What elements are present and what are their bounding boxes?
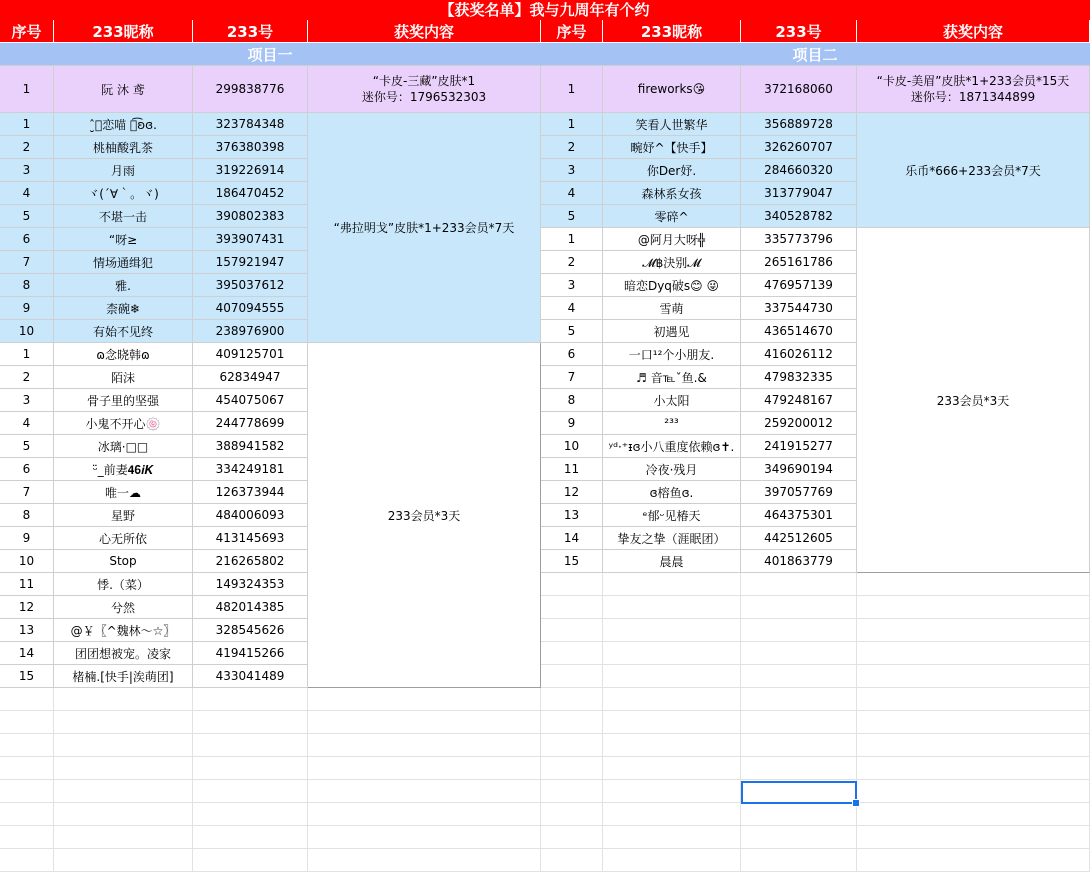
empty-cell[interactable]	[741, 688, 857, 711]
id-cell[interactable]: 216265802	[193, 550, 308, 573]
id-cell[interactable]: 401863779	[741, 550, 857, 573]
column-header[interactable]: 获奖内容	[308, 20, 541, 43]
nickname-cell[interactable]: 雪萌	[603, 297, 741, 320]
id-cell[interactable]: 372168060	[741, 66, 857, 113]
empty-cell[interactable]	[603, 619, 741, 642]
nickname-cell[interactable]: 初遇见	[603, 320, 741, 343]
empty-cell[interactable]	[193, 780, 308, 803]
row-number[interactable]: 1	[541, 113, 603, 136]
id-cell[interactable]: 442512605	[741, 527, 857, 550]
nickname-cell[interactable]: ²³³	[603, 412, 741, 435]
empty-cell[interactable]	[857, 757, 1090, 780]
id-cell[interactable]: 319226914	[193, 159, 308, 182]
id-cell[interactable]: 433041489	[193, 665, 308, 688]
nickname-cell[interactable]: fireworks😘	[603, 66, 741, 113]
nickname-cell[interactable]: ɷ念晓韩ɷ	[54, 343, 193, 366]
row-number[interactable]: 9	[0, 297, 54, 320]
row-number[interactable]: 4	[0, 182, 54, 205]
row-number[interactable]: 9	[0, 527, 54, 550]
empty-cell[interactable]	[741, 803, 857, 826]
nickname-cell[interactable]: 兮然	[54, 596, 193, 619]
selected-cell[interactable]	[741, 781, 857, 804]
empty-cell[interactable]	[857, 619, 1090, 642]
empty-cell[interactable]	[54, 780, 193, 803]
id-cell[interactable]: 413145693	[193, 527, 308, 550]
row-number[interactable]: 3	[541, 159, 603, 182]
id-cell[interactable]: 356889728	[741, 113, 857, 136]
row-number[interactable]: 7	[0, 251, 54, 274]
empty-cell[interactable]	[0, 803, 54, 826]
empty-cell[interactable]	[0, 688, 54, 711]
row-number[interactable]: 1	[0, 66, 54, 113]
nickname-cell[interactable]: ɞ榕鱼ɞ.	[603, 481, 741, 504]
empty-cell[interactable]	[541, 688, 603, 711]
column-header[interactable]: 获奖内容	[857, 20, 1090, 43]
prize-line: “卡皮-三藏”皮肤*1	[372, 74, 476, 88]
empty-cell[interactable]	[541, 780, 603, 803]
id-cell[interactable]: 476957139	[741, 274, 857, 297]
empty-cell[interactable]	[741, 826, 857, 849]
empty-cell[interactable]	[541, 573, 603, 596]
empty-cell[interactable]	[603, 573, 741, 596]
id-cell[interactable]: 479248167	[741, 389, 857, 412]
row-number[interactable]: 8	[541, 389, 603, 412]
empty-cell[interactable]	[741, 665, 857, 688]
empty-cell[interactable]	[308, 688, 541, 711]
id-cell[interactable]: 454075067	[193, 389, 308, 412]
row-number[interactable]: 10	[0, 320, 54, 343]
nickname-cell[interactable]: 骨子里的坚强	[54, 389, 193, 412]
empty-cell[interactable]	[541, 757, 603, 780]
empty-cell[interactable]	[603, 757, 741, 780]
empty-cell[interactable]	[193, 826, 308, 849]
empty-cell[interactable]	[603, 803, 741, 826]
nickname-cell[interactable]: @￥〖^魏林～☆〗	[54, 619, 193, 642]
row-number[interactable]: 13	[541, 504, 603, 527]
nickname-cell[interactable]: Stop	[54, 550, 193, 573]
id-cell[interactable]: 395037612	[193, 274, 308, 297]
row-number[interactable]: 1	[0, 343, 54, 366]
row-number[interactable]: 2	[0, 366, 54, 389]
row-number[interactable]: 11	[541, 458, 603, 481]
id-cell[interactable]: 376380398	[193, 136, 308, 159]
empty-cell[interactable]	[603, 711, 741, 734]
nickname-cell[interactable]: 楮楠.[快手|涘萌团]	[54, 665, 193, 688]
nickname-cell[interactable]: 零碎^	[603, 205, 741, 228]
row-number[interactable]: 15	[541, 550, 603, 573]
empty-cell[interactable]	[603, 849, 741, 872]
empty-cell[interactable]	[857, 596, 1090, 619]
empty-cell[interactable]	[857, 803, 1090, 826]
column-header[interactable]: 序号	[541, 20, 603, 43]
nickname-cell[interactable]: 暗恋Dyq破s😊 😜	[603, 274, 741, 297]
id-cell[interactable]: 340528782	[741, 205, 857, 228]
empty-cell[interactable]	[857, 688, 1090, 711]
row-number[interactable]: 6	[0, 228, 54, 251]
nickname-cell[interactable]: 笑看人世繁华	[603, 113, 741, 136]
prize-cell[interactable]: “弗拉明戈”皮肤*1+233会员*7天	[308, 113, 541, 343]
sheet-title[interactable]: 【获奖名单】我与九周年有个约	[0, 0, 1090, 20]
empty-cell[interactable]	[741, 734, 857, 757]
project-title-right[interactable]: 项目二	[541, 43, 1090, 66]
nickname-cell[interactable]: 阮 沐 鸢	[54, 66, 193, 113]
empty-cell[interactable]	[741, 596, 857, 619]
row-number[interactable]: 7	[0, 481, 54, 504]
row-number[interactable]: 6	[541, 343, 603, 366]
empty-cell[interactable]	[857, 780, 1090, 803]
row-number[interactable]: 4	[541, 182, 603, 205]
empty-cell[interactable]	[193, 734, 308, 757]
nickname-cell[interactable]: ˆ̮ꦿ恋喵 ꦿ͡ʚɞ.	[54, 113, 193, 136]
nickname-cell[interactable]: 小太阳	[603, 389, 741, 412]
row-number[interactable]: 9	[541, 412, 603, 435]
empty-cell[interactable]	[308, 711, 541, 734]
empty-cell[interactable]	[541, 734, 603, 757]
empty-cell[interactable]	[741, 573, 857, 596]
empty-cell[interactable]	[541, 665, 603, 688]
id-cell[interactable]: 323784348	[193, 113, 308, 136]
row-number[interactable]: 5	[0, 205, 54, 228]
nickname-cell[interactable]: ヾ(´∀｀。ヾ)	[54, 182, 193, 205]
nickname-cell[interactable]: 不堪一击	[54, 205, 193, 228]
id-cell[interactable]: 464375301	[741, 504, 857, 527]
empty-cell[interactable]	[603, 642, 741, 665]
nickname-cell[interactable]: 你Der妤.	[603, 159, 741, 182]
id-cell[interactable]: 407094555	[193, 297, 308, 320]
empty-cell[interactable]	[603, 734, 741, 757]
nickname-cell[interactable]: 挚友之挚（涯眠团）	[603, 527, 741, 550]
nickname-cell[interactable]: 心无所依	[54, 527, 193, 550]
column-header[interactable]: 233昵称	[54, 20, 193, 43]
empty-cell[interactable]	[857, 665, 1090, 688]
id-cell[interactable]: 388941582	[193, 435, 308, 458]
nickname-cell[interactable]: 柰碗❄	[54, 297, 193, 320]
id-cell[interactable]: 238976900	[193, 320, 308, 343]
nickname-cell[interactable]: 有始不见终	[54, 320, 193, 343]
empty-cell[interactable]	[54, 711, 193, 734]
id-cell[interactable]: 337544730	[741, 297, 857, 320]
nickname-cell[interactable]: 冷夜·残月	[603, 458, 741, 481]
empty-cell[interactable]	[741, 642, 857, 665]
id-cell[interactable]: 241915277	[741, 435, 857, 458]
row-number[interactable]: 8	[0, 504, 54, 527]
nickname-cell[interactable]: 𝓜฿決别𝓜	[603, 251, 741, 274]
prize-line: “卡皮-美眉”皮肤*1+233会员*15天	[876, 74, 1070, 88]
prize-mini-id: 迷你号：1796532303	[361, 90, 487, 104]
row-number[interactable]: 5	[0, 435, 54, 458]
empty-cell[interactable]	[308, 757, 541, 780]
row-number[interactable]: 7	[541, 366, 603, 389]
nickname-cell[interactable]: 唯一☁	[54, 481, 193, 504]
id-cell[interactable]: 482014385	[193, 596, 308, 619]
row-number[interactable]: 1	[541, 228, 603, 251]
id-cell[interactable]: 393907431	[193, 228, 308, 251]
row-number[interactable]: 12	[541, 481, 603, 504]
row-number[interactable]: 8	[0, 274, 54, 297]
empty-cell[interactable]	[541, 596, 603, 619]
id-cell[interactable]: 149324353	[193, 573, 308, 596]
nickname-cell[interactable]: 森林系女孩	[603, 182, 741, 205]
row-number[interactable]: 15	[0, 665, 54, 688]
empty-cell[interactable]	[0, 849, 54, 872]
nickname-cell[interactable]: 晨晨	[603, 550, 741, 573]
nickname-cell[interactable]: 畹妤^【快手】	[603, 136, 741, 159]
nickname-cell[interactable]: 雅.	[54, 274, 193, 297]
id-cell[interactable]: 284660320	[741, 159, 857, 182]
nickname-cell[interactable]: 冰璃·□□	[54, 435, 193, 458]
nickname-cell[interactable]: 陌沫	[54, 366, 193, 389]
row-number[interactable]: 3	[0, 159, 54, 182]
id-cell[interactable]: 265161786	[741, 251, 857, 274]
row-number[interactable]: 3	[0, 389, 54, 412]
empty-cell[interactable]	[54, 826, 193, 849]
id-cell[interactable]: 479832335	[741, 366, 857, 389]
empty-cell[interactable]	[603, 665, 741, 688]
id-cell[interactable]: 335773796	[741, 228, 857, 251]
id-cell[interactable]: 349690194	[741, 458, 857, 481]
row-number[interactable]: 2	[541, 136, 603, 159]
nickname-cell[interactable]: @阿月大呀╬	[603, 228, 741, 251]
fill-handle[interactable]	[852, 799, 860, 807]
row-number[interactable]: 10	[0, 550, 54, 573]
nickname-cell[interactable]: “呀≥	[54, 228, 193, 251]
empty-cell[interactable]	[193, 688, 308, 711]
row-number[interactable]: 14	[0, 642, 54, 665]
empty-cell[interactable]	[308, 826, 541, 849]
empty-cell[interactable]	[741, 849, 857, 872]
id-cell[interactable]: 126373944	[193, 481, 308, 504]
empty-cell[interactable]	[857, 826, 1090, 849]
row-number[interactable]: 11	[0, 573, 54, 596]
empty-cell[interactable]	[193, 711, 308, 734]
empty-cell[interactable]	[541, 711, 603, 734]
row-number[interactable]: 1	[541, 66, 603, 113]
empty-cell[interactable]	[54, 688, 193, 711]
empty-cell[interactable]	[54, 734, 193, 757]
id-cell[interactable]: 326260707	[741, 136, 857, 159]
empty-cell[interactable]	[603, 780, 741, 803]
id-cell[interactable]: 397057769	[741, 481, 857, 504]
empty-cell[interactable]	[857, 573, 1090, 596]
empty-cell[interactable]	[0, 734, 54, 757]
nickname-cell[interactable]: 月雨	[54, 159, 193, 182]
id-cell[interactable]: 416026112	[741, 343, 857, 366]
id-cell[interactable]: 299838776	[193, 66, 308, 113]
empty-cell[interactable]	[193, 849, 308, 872]
prize-cell[interactable]: 233会员*3天	[857, 228, 1090, 573]
row-number[interactable]: 1	[0, 113, 54, 136]
empty-cell[interactable]	[193, 803, 308, 826]
empty-cell[interactable]	[0, 711, 54, 734]
empty-cell[interactable]	[0, 780, 54, 803]
row-number[interactable]: 10	[541, 435, 603, 458]
id-cell[interactable]: 62834947	[193, 366, 308, 389]
row-number[interactable]: 5	[541, 205, 603, 228]
empty-cell[interactable]	[603, 596, 741, 619]
prize-cell[interactable]: 233会员*3天	[308, 343, 541, 688]
row-number[interactable]: 2	[541, 251, 603, 274]
empty-cell[interactable]	[54, 803, 193, 826]
nickname-cell[interactable]: 情场通缉犯	[54, 251, 193, 274]
id-cell[interactable]: 419415266	[193, 642, 308, 665]
empty-cell[interactable]	[603, 826, 741, 849]
empty-cell[interactable]	[541, 803, 603, 826]
empty-cell[interactable]	[541, 642, 603, 665]
nickname-cell[interactable]: ᵉ郁ᵕ见椿天	[603, 504, 741, 527]
nickname-cell[interactable]: ʸᵈ·⁺ᵻɞ小八重度依赖ɞ✝.	[603, 435, 741, 458]
column-header[interactable]: 序号	[0, 20, 54, 43]
empty-cell[interactable]	[741, 757, 857, 780]
id-cell[interactable]: 390802383	[193, 205, 308, 228]
column-header[interactable]: 233号	[193, 20, 308, 43]
row-number[interactable]: 6	[0, 458, 54, 481]
prize-cell[interactable]	[308, 66, 541, 113]
column-header[interactable]: 233号	[741, 20, 857, 43]
id-cell[interactable]: 409125701	[193, 343, 308, 366]
empty-cell[interactable]	[857, 642, 1090, 665]
empty-cell[interactable]	[54, 849, 193, 872]
nickname-cell[interactable]: ♬ 音℡ˇ鱼.&	[603, 366, 741, 389]
empty-cell[interactable]	[541, 849, 603, 872]
empty-cell[interactable]	[541, 619, 603, 642]
prize-cell[interactable]: 乐币*666+233会员*7天	[857, 113, 1090, 228]
empty-cell[interactable]	[541, 826, 603, 849]
row-number[interactable]: 2	[0, 136, 54, 159]
empty-cell[interactable]	[0, 757, 54, 780]
empty-cell[interactable]	[0, 826, 54, 849]
empty-cell[interactable]	[308, 803, 541, 826]
row-number[interactable]: 13	[0, 619, 54, 642]
prize-cell[interactable]	[857, 66, 1090, 113]
nickname-cell[interactable]: 桃柚酸乳茶	[54, 136, 193, 159]
empty-cell[interactable]	[741, 711, 857, 734]
row-number[interactable]: 3	[541, 274, 603, 297]
id-cell[interactable]: 244778699	[193, 412, 308, 435]
nickname-cell[interactable]: 星野	[54, 504, 193, 527]
id-cell[interactable]: 436514670	[741, 320, 857, 343]
id-cell[interactable]: 259200012	[741, 412, 857, 435]
empty-cell[interactable]	[857, 849, 1090, 872]
row-number[interactable]: 4	[541, 297, 603, 320]
project-title-left[interactable]: 项目一	[0, 43, 541, 66]
row-number[interactable]: 4	[0, 412, 54, 435]
empty-cell[interactable]	[308, 734, 541, 757]
row-number[interactable]: 14	[541, 527, 603, 550]
nickname-cell[interactable]: 小鬼不开心🍥	[54, 412, 193, 435]
id-cell[interactable]: 313779047	[741, 182, 857, 205]
row-number[interactable]: 5	[541, 320, 603, 343]
column-header[interactable]: 233昵称	[603, 20, 741, 43]
prize-mini-id: 迷你号：1871344899	[910, 90, 1036, 104]
empty-cell[interactable]	[193, 757, 308, 780]
id-cell[interactable]: 334249181	[193, 458, 308, 481]
empty-cell[interactable]	[308, 780, 541, 803]
id-cell[interactable]: 484006093	[193, 504, 308, 527]
id-cell[interactable]: 328545626	[193, 619, 308, 642]
id-cell[interactable]: 157921947	[193, 251, 308, 274]
empty-cell[interactable]	[54, 757, 193, 780]
empty-cell[interactable]	[603, 688, 741, 711]
nickname-cell[interactable]: 悸.（菜）	[54, 573, 193, 596]
nickname-cell[interactable]: 一口¹²个小朋友.	[603, 343, 741, 366]
row-number[interactable]: 12	[0, 596, 54, 619]
nickname-cell[interactable]: 团团想被宠。凌家	[54, 642, 193, 665]
nickname-cell[interactable]: ᵕ̈_前妻𝟒𝟔𝒊𝑲	[54, 458, 193, 481]
id-cell[interactable]: 186470452	[193, 182, 308, 205]
empty-cell[interactable]	[741, 619, 857, 642]
empty-cell[interactable]	[308, 849, 541, 872]
empty-cell[interactable]	[857, 711, 1090, 734]
empty-cell[interactable]	[857, 734, 1090, 757]
